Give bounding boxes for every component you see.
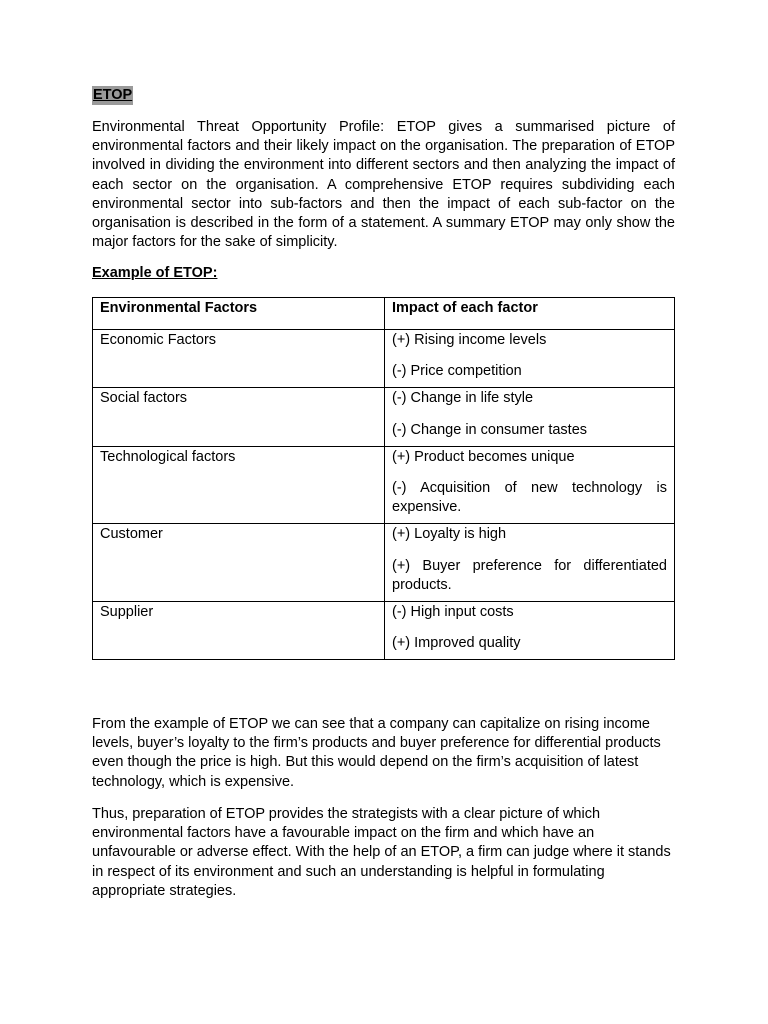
factor-cell: Technological factors <box>93 446 385 524</box>
table-row <box>93 330 675 388</box>
table-row <box>93 446 675 524</box>
impact-cell <box>385 330 675 388</box>
example-title: Example of ETOP: <box>92 265 218 281</box>
impact-item: (-) Price competition <box>392 363 522 380</box>
factor-cell: Supplier <box>93 602 385 660</box>
factor-cell: Customer <box>93 524 385 602</box>
header-environmental-factors: Environmental Factors <box>93 298 385 330</box>
impact-item: (+) Buyer preference for differentiated products. <box>392 557 667 593</box>
impact-item: (+) Loyalty is high <box>392 526 507 543</box>
table-row <box>93 602 675 660</box>
table-row <box>93 524 675 602</box>
impact-item: (-) Change in consumer tastes <box>392 421 588 438</box>
heading: ETOP <box>93 87 133 103</box>
impact-cell <box>385 602 675 660</box>
impact-item: (-) Acquisition of new technology is expensive. <box>392 480 667 516</box>
conclusion-paragraph-1: From the example of ETOP we can see that a company can capitalize on rising income levels, buyer’s loyalty to the firm’s products and buyer preference for differential products even though the price is high. But this would depend on the firm’s acquisition of latest technology, which is expensive. <box>92 716 661 790</box>
impact-item: (-) High input costs <box>392 604 514 621</box>
etop-table <box>92 297 675 660</box>
impact-cell <box>385 446 675 524</box>
factor-cell: Economic Factors <box>93 330 385 388</box>
conclusion-paragraph-2: Thus, preparation of ETOP provides the strategists with a clear picture of which environmental factors have a favourable impact on the firm and which have an unfavourable or adverse effect. With the help of an ETOP, a firm can judge where it stands in respect of its environment and such an understanding is helpful in formulating appropriate strategies. <box>92 806 671 899</box>
table-header-row <box>93 298 675 330</box>
table-row <box>93 388 675 446</box>
impact-item: (+) Improved quality <box>392 635 521 652</box>
header-impact: Impact of each factor <box>385 298 675 330</box>
impact-cell <box>385 524 675 602</box>
impact-item: (-) Change in life style <box>392 390 534 407</box>
impact-cell <box>385 388 675 446</box>
impact-item: (+) Product becomes unique <box>392 448 575 465</box>
intro-paragraph: Environmental Threat Opportunity Profile: ETOP gives a summarised picture of environmental factors and their likely impact on the organisation. The preparation of ETOP involved in dividing the environment into different sectors and then analyzing the impact of each sector on the organisation. A comprehensive ETOP requires subdividing each environmental sector into sub-factors and then the impact of each sub-factor on the organisation is described in the form of a statement. A summary ETOP may only show the major factors for the sake of simplicity. <box>92 119 675 251</box>
impact-item: (+) Rising income levels <box>392 332 547 348</box>
factor-cell: Social factors <box>93 388 385 446</box>
